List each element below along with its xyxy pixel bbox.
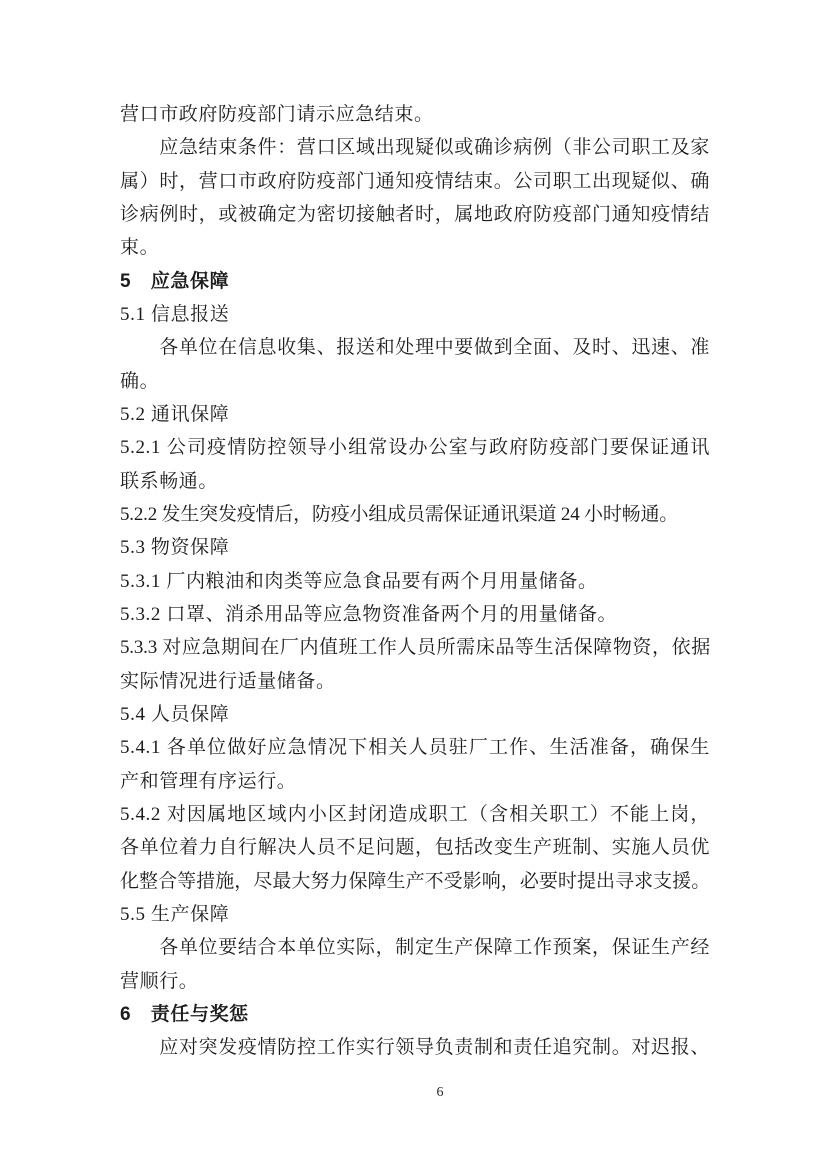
item-5-4-2-line-2: 各单位着力自行解决人员不足问题，包括改变生产班制、实施人员优 [120, 837, 710, 859]
heading-5-emergency-support: 5 应急保障 [120, 270, 230, 292]
item-5-2-1-line-2: 联系畅通。 [120, 470, 219, 492]
para-6-line-1: 应对突发疫情防控工作实行领导负责制和责任追究制。对迟报、 [159, 1037, 710, 1059]
para-5-5-line-1: 各单位要结合本单位实际，制定生产保障工作预案，保证生产经 [159, 937, 710, 959]
para-5-1-line-2: 确。 [120, 370, 160, 392]
item-5-2-2: 5.2.2 发生突发疫情后，防疫小组成员需保证通讯渠道 24 小时畅通。 [120, 503, 679, 525]
item-5-4-2-line-1: 5.4.2 对因属地区域内小区封闭造成职工（含相关职工）不能上岗， [120, 803, 710, 825]
item-5-3-1: 5.3.1 厂内粮油和肉类等应急食品要有两个月用量储备。 [120, 570, 598, 592]
item-5-4-1-line-1: 5.4.1 各单位做好应急情况下相关人员驻厂工作、生活准备，确保生 [120, 737, 710, 759]
item-5-3-3-line-1: 5.3.3 对应急期间在厂内值班工作人员所需床品等生活保障物资，依据 [120, 637, 710, 659]
item-5-3-2: 5.3.2 口罩、消杀用品等应急物资准备两个月的用量储备。 [120, 603, 618, 625]
para-5-5-line-2: 营顺行。 [120, 970, 199, 992]
document-body [120, 98, 710, 1065]
para-emergency-end-request: 营口市政府防疫部门请示应急结束。 [120, 104, 434, 125]
item-5-4-2-line-3: 化整合等措施，尽最大努力保障生产不受影响，必要时提出寻求支援。 [120, 870, 710, 892]
item-5-2-1-line-1: 5.2.1 公司疫情防控领导小组常设办公室与政府防疫部门要保证通讯 [120, 437, 710, 459]
para-emergency-end-conditions-line-1: 应急结束条件：营口区域出现疑似或确诊病例（非公司职工及家 [159, 137, 710, 159]
item-5-2-communication-support: 5.2 通讯保障 [120, 403, 230, 425]
page-footer [27, 1083, 826, 1101]
item-5-3-material-support: 5.3 物资保障 [120, 537, 230, 559]
para-emergency-end-conditions-line-2: 属）时，营口市政府防疫部门通知疫情结束。公司职工出现疑似、确 [120, 170, 710, 192]
para-emergency-end-conditions-line-4: 束。 [120, 237, 160, 259]
heading-6-responsibility-rewards: 6 责任与奖惩 [120, 1003, 249, 1025]
item-5-3-3-line-2: 实际情况进行适量储备。 [120, 670, 336, 692]
para-5-1-line-1: 各单位在信息收集、报送和处理中要做到全面、及时、迅速、准 [159, 337, 710, 359]
page-number: 6 [436, 1085, 444, 1100]
item-5-5-production-support: 5.5 生产保障 [120, 903, 230, 925]
item-5-4-personnel-support: 5.4 人员保障 [120, 703, 230, 725]
item-5-1-information-reporting: 5.1 信息报送 [120, 303, 230, 325]
item-5-4-1-line-2: 产和管理有序运行。 [120, 770, 297, 792]
para-emergency-end-conditions-line-3: 诊病例时，或被确定为密切接触者时，属地政府防疫部门通知疫情结 [120, 203, 710, 225]
